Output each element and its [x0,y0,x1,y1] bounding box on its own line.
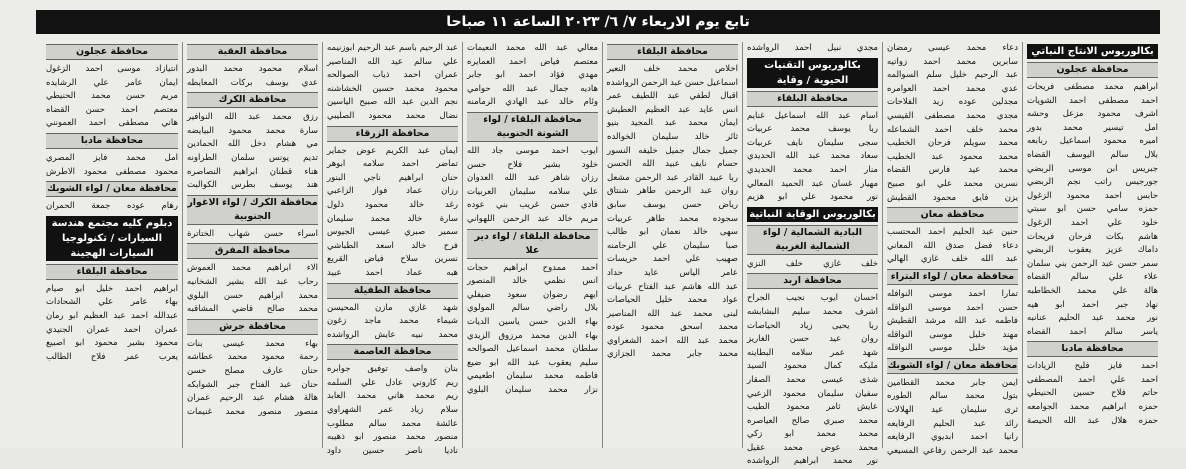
name-entry: احمد مصطفى احمد الشويات [1027,95,1158,106]
name-entry: محمد عبد الله احمد الشعراوي [607,335,738,346]
name-entry: صهيب علي احمد حريسات [607,254,738,265]
region-heading: محافظة الطفيلة [327,283,458,299]
name-entry: سجوده محمد طاهر عربيات [607,213,738,224]
name-entry: نسرين سلاح فياض القريع [327,254,458,265]
name-entry: انس نظمي خالد المنصور [467,276,598,287]
name-entry: هند يوسف بطرس الكوالبت [187,180,318,191]
name-entry: رياض حسن يوسف سابق [607,199,738,210]
name-entry: حاتم فلاح حسين الحنيطي [1027,388,1158,399]
name-entry: ثرى سليمان عيد الهلالات [887,405,1018,416]
name-entry: جميل جمال جميل خليفه النسور [607,145,738,156]
name-entry: بلال سالم اليوسف القضاه [1027,149,1158,160]
name-entry: مهيار غسان عبد الحميد المعالي [747,178,878,189]
name-entry: رائد عبد الحليم الرفايعه [887,418,1018,429]
name-entry: تماضر احمد سلامه ابوهر [327,159,458,170]
name-entry: يزن فايق محمود القطيش [887,192,1018,203]
column-1 [1022,42,1162,448]
name-entry: سمر حسن عبد الرحمن بني سلمان [1027,258,1158,269]
name-entry: عمران احمد ذياب الصوالحه [327,70,458,81]
name-entry: اميره محمود اسماعيل ربابعه [1027,136,1158,147]
name-entry: رزان عماد فواز الزاعبي [327,186,458,197]
region-heading: محافظة مادبا [1027,341,1158,357]
name-entry: ايمن جابر محمد القطامين [887,377,1018,388]
name-entry: سارة خالد محمد سليمان [327,213,458,224]
region-heading: محافظة العاصمة [327,344,458,360]
name-entry: بهاء الدين محمد مرزوق الزيدي [467,330,598,341]
name-entry: رحاب عبد الله بشير الشخانيه [187,276,318,287]
name-entry: امل محمد فايز المصري [46,152,178,163]
name-entry: احمد فايز فليح الزيادات [1027,361,1158,372]
name-entry: سمير صبري عيسى الجيوس [327,227,458,238]
name-entry: شهد غازي مازن المحيسن [327,302,458,313]
name-entry: ايهم رضوان سعود ضيفلي [467,289,598,300]
name-entry: ناديا ناصر حسين داود [327,445,458,456]
name-entry: محمود بشير محمود ابو اصبيع [46,338,178,349]
name-entry: هاشم بكات فرحان فريحات [1027,231,1158,242]
region-heading: محافظة جرش [187,319,318,335]
name-entry: محمد عبد الرحمن رفاعي المسيعي [887,445,1018,456]
name-entry: نسرين محمد علي ابو صبيح [887,178,1018,189]
name-entry: عبد الله خلف غازي الهالي [887,254,1018,265]
name-entry: صبا سليمان علي الرحامنه [607,240,738,251]
name-entry: روان عيد حسن الغاريز [747,334,878,345]
column-7 [182,42,322,448]
region-heading: محافظة البلقاء [46,264,178,280]
name-entry: تديم يونس سلمان الطراونه [187,152,318,163]
name-entry: مجدي محمد مصطفى القيسي [887,110,1018,121]
name-entry: اقبال لطفي عبد اللطيف عمر [607,91,738,102]
region-heading: محافظة الزرقاء [327,126,458,142]
name-entry: سلام زياد عمر الشهراوي [327,405,458,416]
name-entry: روان عبد الرحمن طاهر شنتاق [607,186,738,197]
name-entry: شذى عيسى محمد الصقار [747,374,878,385]
name-entry: ربا يوسف محمد عربيات [747,124,878,135]
name-entry: عامر الياس عايد حداد [607,267,738,278]
name-entry: هالة هشام عبد الرحيم عمران [187,393,318,404]
region-heading: محافظة معان / لواء البتراء [887,269,1018,285]
name-entry: حنان ابراهيم ناجي البنور [327,172,458,183]
name-entry: حمزه هلال عبد الله الحيصة [1027,415,1158,426]
name-entry: معالي عبد الله محمد النعيمات [467,43,598,53]
name-entry: مؤيد خليل موسى النواقله [887,343,1018,354]
name-entry: جبريس ابن موسى الربضي [1027,163,1158,174]
name-entry: بتول محمد سالم الطوره [887,391,1018,402]
name-entry: اشرف محمد سليم البشابشه [747,306,878,317]
region-heading: البادية الشمالية / لواء الشمالية الغربية [747,225,878,255]
region-heading: محافظة العقبة [187,44,318,60]
name-entry: عايش ثامر محمود الطيب [747,402,878,413]
name-entry: سعاد محمد عبد الله الحديدي [747,151,878,162]
name-entry: شهد عمر سلامه البطاينه [747,347,878,358]
name-entry: حمزه سامي حسن ابو سبتي [1027,204,1158,215]
name-entry: هاديه جمال عبد الله حوامي [467,83,598,94]
region-heading: محافظة البلقاء / لواء دير علا [467,229,598,259]
name-entry: نزار محمد سليمان البلوي [467,384,598,395]
name-entry: منار احمد محمد الحديدي [747,164,878,175]
name-entry: خلف غازي خلف النزي [747,258,878,269]
name-entry: ايمان عبد الكريم عوض جماير [327,145,458,156]
name-entry: رانيا احمد ابديوي الرفايعه [887,432,1018,443]
name-entry: ايوب احمد موسى جاد الله [467,145,598,156]
name-entry: ريم كاروني عادل علي السلمه [327,377,458,388]
column-8 [42,42,182,448]
name-entry: عائشة محمد سالم مطلوب [327,418,458,429]
name-entry: سابرين محمد احمد زواتيه [887,56,1018,67]
name-entry: يعرب عمر فلاح الطالب [46,351,178,362]
name-entry: اسام عبد الله اسماعيل غنايم [747,110,878,121]
name-entry: خلود علي احمد الزغول [1027,217,1158,228]
name-entry: محمد صبري صالح العياصره [747,415,878,426]
name-entry: ابراهيم محمد مصطفى فريحات [1027,82,1158,92]
name-entry: محمد اسحق محمود عوده [607,322,738,333]
name-entry: اشرف محمود مزعل وحشه [1027,109,1158,120]
name-entry: عدي محمد احمد العوامره [887,83,1018,94]
name-entry: وئام خالد عبد الهادي الرمامنه [467,97,598,108]
name-entry: محمد جابر محمد الجزازي [607,349,738,360]
date-banner [36,10,1160,34]
name-entry: مليكه كمال محمود السيد [747,361,878,372]
name-entry: اسراء حسن شهاب الختاترة [187,228,318,239]
name-entry: عدي يوسف بركات المعايطه [187,77,318,88]
name-entry: سجى سليمان نايف عربيات [747,137,878,148]
region-heading: محافظة اربد [747,273,878,289]
name-entry: عمران احمد عمران الجنيدي [46,324,178,335]
region-heading: محافظة البلقاء [607,44,738,60]
name-entry: بهاء الدين حسن ياسين الديات [467,316,598,327]
name-entry: بهاء عامر علي الشحادات [46,297,178,308]
name-entry: هاني مصطفى احمد العمونني [46,118,178,129]
name-entry: شيماء محمد ماجد زغون [327,316,458,327]
name-entry: رهام عوده جمعة الحمران [46,201,178,212]
name-entry: عبد الرحيم باسم عبد الرحيم ابوزنيمه [327,43,458,53]
name-entry: رحمة محمود محمد عطاشه [187,352,318,363]
banner-title: تابع يوم الاربعاء ٧/ ٦/ ٢٠٢٣ الساعة ١١ صباحا [446,14,750,30]
name-entry: منصور محمد منصور ابو ذهيبه [327,432,458,443]
name-entry: احسان ايوب نجيب الجراح [747,293,878,304]
name-entry: حنين عبد الحليم احمد المحتسب [887,227,1018,238]
name-entry: علاء علي سالم القضاه [1027,272,1158,283]
name-entry: مهند خليل موسى النواقله [887,329,1018,340]
name-entry: تمارا احمد موسى النوافله [887,288,1018,299]
name-entry: مريم حسن محمد الحنيطي [46,91,178,102]
column-4 [602,42,742,448]
name-entry: محمد محمد ابو زكي [747,429,878,440]
columns-container [36,42,1162,467]
region-heading: محافظة معان / لواء الشوبك [46,181,178,197]
name-entry: مجدي نبيل احمد الرواشده [747,43,878,53]
name-entry: هبه عماد احمد عبيد [327,267,458,278]
name-entry: مجدلين عوده زيد الفلاحات [887,97,1018,108]
column-5 [462,42,602,448]
name-entry: بهاء محمد عيسى بنات [187,338,318,349]
name-entry: محمود محمد حسين الخشاشنه [327,83,458,94]
name-entry: محمد محمود عبد الخطيب [887,151,1018,162]
name-entry: سفيان سليمان محمود الزعبي [747,388,878,399]
name-entry: رزان شاهر عبد الله العدوان [467,173,598,184]
name-entry: معتصم احمد حسن القضاه [46,104,178,115]
name-entry: سليم يعقوب عبد الله ابو ضيع [467,357,598,368]
name-entry: ربا عبيد القادر عبد الرحمن مشعل [607,172,738,183]
name-entry: نجم الدين عبد الله صبيح الياسين [327,97,458,108]
name-entry: نور محمد ابراهيم الرواشده [747,456,878,467]
program-heading: دبلوم كليه مجتمع هندسة السيارات / تكنولوجيا السيارات الهجينة [46,216,178,261]
name-entry: فاطمه محمد سليمان اطعيمي [467,371,598,382]
name-entry: احمد ممدوح ابراهيم حجات [467,262,598,273]
name-entry: ريم محمد هاني محمد العابد [327,391,458,402]
name-entry: لبنى محمد عبد الله المناصير [607,308,738,319]
name-entry: عواد محمد خليل الحياصات [607,295,738,306]
column-3 [742,42,882,467]
name-entry: اخلاص محمد خلف النعير [607,64,738,74]
name-entry: حنان عارف مصلح حسن [187,365,318,376]
column-6 [322,42,462,456]
name-entry: سهى خالد نعمان ابو طالب [607,227,738,238]
name-entry: مهدي فؤاد احمد ابو جابر [467,70,598,81]
name-entry: نور محمود علي ابو هزيم [747,192,878,203]
name-entry: بنان واصف توفيق جوابره [327,364,458,375]
name-entry: محمد صالح قاضي المشاقبه [187,304,318,315]
name-entry: بلال راضي سالم المولوي [467,303,598,314]
name-entry: مي هشام دخل الله الحمادين [187,139,318,150]
program-heading: بكالوريوس الانتاج النباتي [1027,44,1158,59]
region-heading: محافظة البلقاء / لواء الشونة الجنوبية [467,112,598,142]
name-entry: حمزه ابراهيم محمد الجوامعه [1027,402,1158,413]
name-entry: جورجيس راتب نجم الربضي [1027,177,1158,188]
name-entry: مريم خالد عبد الرحمن اللهواني [467,213,598,224]
name-entry: دعاء محمد عيسى رمضان [887,43,1018,53]
name-entry: منصور منصور محمد غنيمات [187,406,318,417]
region-heading: محافظة عجلون [46,44,178,60]
name-entry: محمد سويلم فرحان الخطيب [887,138,1018,149]
name-entry: هالة علي محمد الخطاطبه [1027,285,1158,296]
name-entry: فرح خالد اسعد الطباشي [327,240,458,251]
column-2 [882,42,1022,456]
name-entry: محمد خلف احمد الشماعله [887,124,1018,135]
name-entry: ايمان عامر علي الرشايده [46,77,178,88]
region-heading: محافظة معان [887,207,1018,223]
name-entry: خلود بشير فلاح حسن [467,159,598,170]
name-entry: فاطمه عبد الله مرشد القطيش [887,316,1018,327]
name-entry: عبد الرحيم خليل سلم السوالمه [887,70,1018,81]
name-entry: معتصم فياض احمد العمايره [467,56,598,67]
name-entry: ياسر سالم احمد القضاه [1027,326,1158,337]
name-entry: علي سالم عيد الله المناصير [327,56,458,67]
name-entry: سارة محمد محمود البيايضه [187,125,318,136]
name-entry: ابراهيم احمد خليل ابو صيام [46,283,178,294]
name-entry: انس عايد عبد العظيم العطيش [607,104,738,115]
name-entry: حسام نايف عبيد الله الحسن [607,159,738,170]
name-entry: هناء قطنان ابراهيم النصاصره [187,166,318,177]
name-entry: انتيازاد موسى احمد الزغول [46,64,178,74]
name-entry: اسلام محمود محمد البدور [187,64,318,74]
name-entry: محمود مصطفى محمود الاطرش [46,166,178,177]
name-entry: ربا يحيى زياد الحياصات [747,320,878,331]
name-entry: احمد علي احمد المصطفى [1027,374,1158,385]
name-entry: فادي حسن غريب بني عوده [467,200,598,211]
region-heading: محافظة الكرك [187,92,318,108]
region-heading: محافظة عجلون [1027,62,1158,78]
name-entry: نضال محمد محمود الصليبي [327,110,458,121]
name-entry: حسن احمد موسى النواقله [887,302,1018,313]
region-heading: محافظة الكرك / لواء الاغوار الجنوبية [187,195,318,225]
program-heading: بكالوريوس التقنيات الحيوية / وقاية [747,58,878,88]
name-entry: محمد عيد فارس القضاه [887,165,1018,176]
name-entry: حابس احمد محمود الزغول [1027,190,1158,201]
name-entry: رغد خالد محمود ذلول [327,199,458,210]
region-heading: محافظة المفرق [187,243,318,259]
name-entry: ثائر خالد سليمان الخوالده [607,131,738,142]
name-entry: نهاد جبر احمد ابو هيه [1027,299,1158,310]
name-entry: محمد ابراهيم حسن البلوي [187,290,318,301]
region-heading: محافظة مادبا [46,133,178,149]
region-heading: محافظة البلقاء [747,91,878,107]
name-entry: الاء ابراهيم محمد العموش [187,263,318,274]
name-entry: اسماعيل حسن عبد الرحمن الرواشده [606,77,738,88]
name-entry: نور محمد عبد الحليم عنانبه [1027,313,1158,324]
name-entry: داماك عزيز يعقوب الربضي [1027,245,1158,256]
name-entry: دعاء فضل صدق الله المعاني [887,240,1018,251]
name-entry: عبد الله هاشم عبد الفتاح عربيات [607,281,738,292]
name-entry: عبدالله احمد عبد العظيم ابو رمان [46,310,178,321]
name-entry: ايمان محمد عبد المجيد بنيو [607,118,738,129]
name-entry: رزق محمد عبد الله النوافير [187,112,318,123]
name-entry: علي سلامه سليمان العربيات [467,186,598,197]
region-heading: محافظة معان / لواء الشوبك [887,358,1018,374]
name-entry: محمد نبيه عايش الرواشده [327,329,458,340]
name-entry: سلطان محمد اسماعيل الصوالحه [467,344,598,355]
name-entry: حنان عبد الفتاح جبر الشوابكه [187,379,318,390]
program-heading: بكالوريوس الوقاية النباتية [747,207,878,222]
name-entry: محمد عوض محمد عقيل [747,442,878,453]
name-entry: امل تيسير محمد بدور [1027,122,1158,133]
